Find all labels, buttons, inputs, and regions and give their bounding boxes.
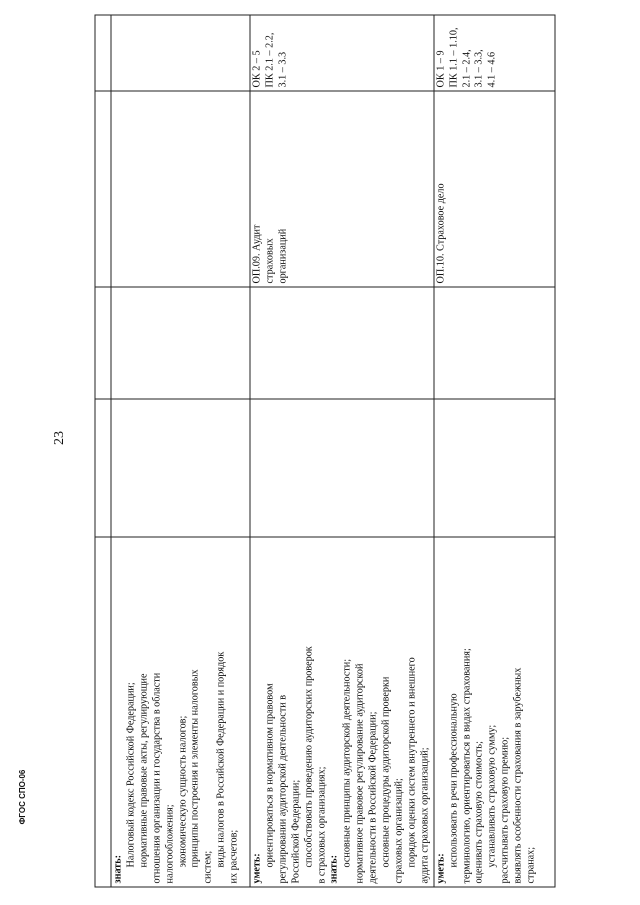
table-cell	[250, 287, 434, 399]
discipline-cell	[433, 91, 554, 287]
table-cell	[95, 399, 111, 537]
competencies-cell	[250, 15, 434, 91]
table-cell	[433, 287, 554, 399]
requirement-heading: уметь:	[251, 852, 262, 883]
table-row	[111, 15, 250, 887]
requirement-line: Налоговый кодекс Российской Федерации;	[124, 681, 136, 867]
requirement-line: основные процедуры аудиторской проверки	[380, 676, 392, 867]
requirement-line: использовать в речи профессиональную	[447, 692, 459, 867]
requirement-line: выявлять особенности страхования в зарубежных	[512, 667, 524, 883]
requirement-line: устанавливать страховую сумму;	[486, 724, 498, 867]
requirement-line: страховых организаций;	[392, 777, 404, 883]
discipline-name: ОП.09. Аудит страховых организаций	[251, 224, 288, 283]
table-cell	[433, 399, 554, 537]
competencies-list: ОК 1 – 9 ПК 1.1 – 1.10, 2.1 – 2.4, 3.1 – 3.3, 4.1 – 4.6	[434, 27, 498, 87]
requirement-line: деятельности в Российской Федерации;	[367, 711, 379, 883]
table-cell	[111, 399, 250, 537]
requirements-cell	[433, 537, 554, 887]
competencies-list: ОК 2 – 5 ПК 2.1 – 2.2, 3.1 – 3.3	[251, 32, 288, 87]
table-cell	[95, 287, 111, 399]
table-cell	[111, 287, 250, 399]
page-number: 23	[52, 431, 67, 445]
requirement-line: систем;	[202, 850, 214, 883]
requirement-line: терминологию, ориентироваться в видах страхования;	[460, 647, 472, 883]
requirements-cell	[250, 537, 434, 887]
rotated-table	[94, 15, 537, 887]
requirement-line: способствовать проведению аудиторских проверок	[302, 645, 314, 867]
requirement-line: их расчетов;	[228, 829, 240, 883]
requirement-line: аудита страховых организаций;	[418, 746, 430, 883]
discipline-cell	[111, 91, 250, 287]
requirement-line: нормативные правовые акты, регулирующие	[137, 672, 149, 867]
footer-label: ФГОС СПО-06	[18, 769, 27, 825]
table-row	[250, 15, 434, 887]
competencies-cell	[111, 15, 250, 91]
requirement-heading: знать:	[328, 854, 340, 883]
competencies-cell	[433, 15, 554, 91]
competency-table	[94, 14, 555, 887]
requirement-line: налогообложения;	[163, 803, 175, 883]
requirement-heading: знать:	[112, 854, 123, 883]
table-row-continuation	[95, 15, 111, 887]
table-row	[433, 15, 554, 887]
table-cell	[250, 399, 434, 537]
table-cell	[95, 537, 111, 887]
requirement-heading: уметь:	[434, 852, 446, 883]
table-cell	[95, 15, 111, 91]
requirement-line: порядок оценки систем внутреннего и внешнего	[405, 656, 417, 867]
requirement-line: отношения организации и государства в области	[150, 672, 162, 883]
document-table-wrapper	[94, 15, 537, 887]
requirement-line: принципы построения и элементы налоговых	[189, 668, 201, 867]
requirement-line: экономическую сущность налогов;	[176, 715, 188, 867]
discipline-cell	[250, 91, 434, 287]
requirement-line: в страховых организациях;	[315, 765, 327, 883]
discipline-name: ОП.10. Страховое дело	[434, 182, 446, 283]
requirement-line: рассчитывать страховую премию;	[499, 736, 511, 883]
requirement-line: основные принципы аудиторской деятельности;	[341, 658, 353, 867]
requirement-line: виды налогов в Российской Федерации и порядок	[215, 651, 227, 867]
requirement-line: Российской Федерации;	[289, 779, 301, 883]
table-cell	[95, 91, 111, 287]
requirement-line: ориентироваться в нормативном правовом	[263, 682, 275, 867]
requirement-line: регулировании аудиторской деятельности в	[276, 694, 288, 883]
requirement-line: оценивать страховую стоимость;	[473, 740, 485, 883]
requirement-line: странах;	[525, 846, 537, 883]
requirement-line: нормативное правовое регулирование аудиторской	[354, 663, 366, 883]
requirements-cell	[111, 537, 250, 887]
